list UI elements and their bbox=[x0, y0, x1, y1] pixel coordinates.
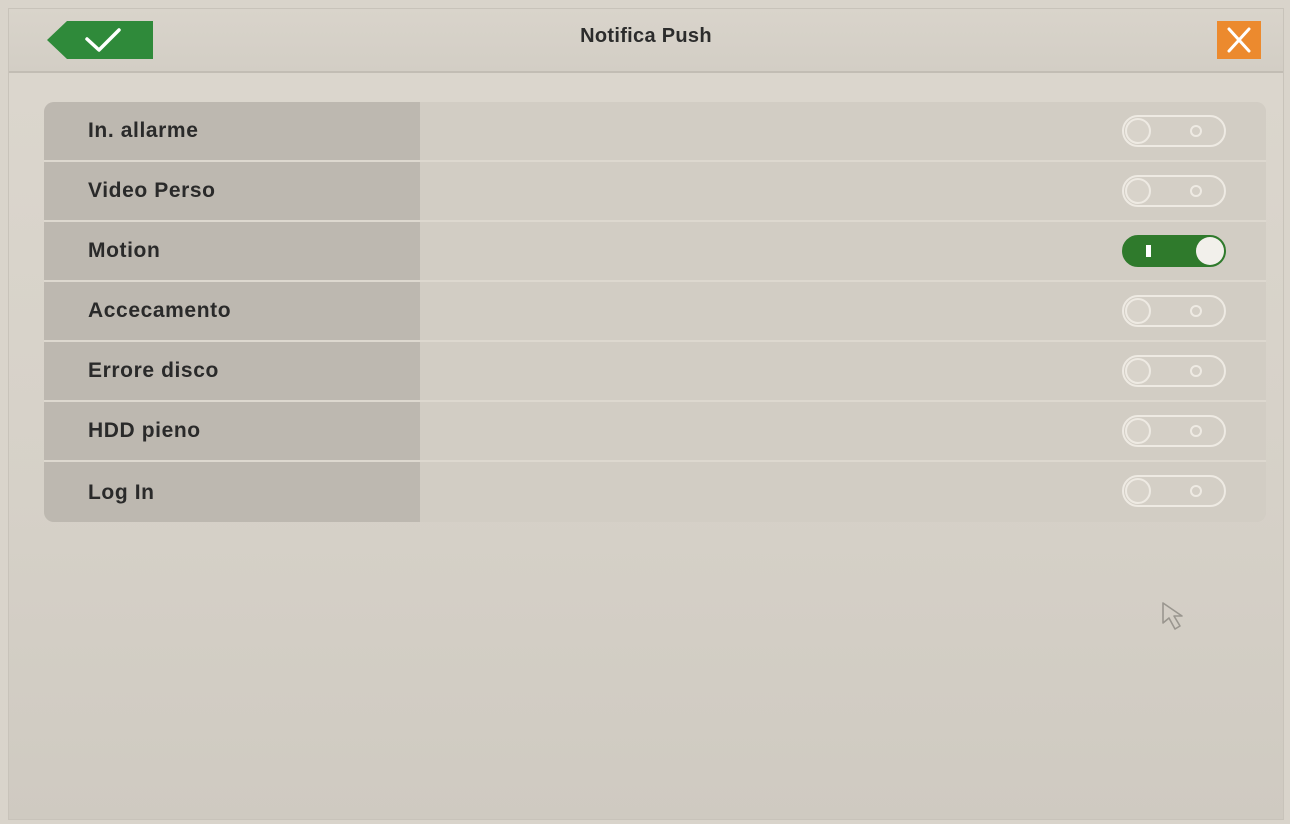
mouse-pointer-icon bbox=[1159, 599, 1193, 633]
setting-label: Accecamento bbox=[88, 299, 232, 322]
setting-label: Video Perso bbox=[88, 179, 216, 202]
toggle-knob bbox=[1125, 298, 1151, 324]
login-toggle[interactable] bbox=[1122, 475, 1226, 507]
toggle-knob bbox=[1125, 358, 1151, 384]
toggle-on-mark bbox=[1146, 245, 1151, 257]
video-loss-toggle[interactable] bbox=[1122, 175, 1226, 207]
setting-label: Errore disco bbox=[88, 359, 219, 382]
blinding-toggle[interactable] bbox=[1122, 295, 1226, 327]
toggle-knob bbox=[1125, 478, 1151, 504]
setting-row-video-loss bbox=[44, 162, 1266, 222]
toggle-off-mark bbox=[1190, 305, 1202, 317]
setting-row-alarm-input bbox=[44, 102, 1266, 162]
toggle-off-mark bbox=[1190, 365, 1202, 377]
setting-row-blinding bbox=[44, 282, 1266, 342]
title-bar bbox=[9, 9, 1283, 73]
toggle-knob bbox=[1125, 178, 1151, 204]
disk-error-toggle[interactable] bbox=[1122, 355, 1226, 387]
settings-list bbox=[44, 102, 1266, 522]
hdd-full-toggle[interactable] bbox=[1122, 415, 1226, 447]
setting-label: In. allarme bbox=[88, 119, 199, 142]
setting-label: Log In bbox=[88, 481, 155, 504]
close-x-icon bbox=[1217, 21, 1261, 59]
motion-toggle[interactable] bbox=[1122, 235, 1226, 267]
push-notification-screen bbox=[8, 8, 1284, 820]
setting-label: Motion bbox=[88, 239, 161, 262]
alarm-input-toggle[interactable] bbox=[1122, 115, 1226, 147]
setting-row-hdd-full bbox=[44, 402, 1266, 462]
toggle-off-mark bbox=[1190, 485, 1202, 497]
close-button[interactable] bbox=[1217, 21, 1261, 59]
toggle-knob bbox=[1125, 118, 1151, 144]
page-title: Notifica Push bbox=[580, 25, 712, 47]
toggle-knob bbox=[1125, 418, 1151, 444]
toggle-knob bbox=[1196, 237, 1224, 265]
setting-row-disk-error bbox=[44, 342, 1266, 402]
toggle-off-mark bbox=[1190, 125, 1202, 137]
setting-label: HDD pieno bbox=[88, 419, 201, 442]
toggle-off-mark bbox=[1190, 185, 1202, 197]
setting-row-login bbox=[44, 462, 1266, 522]
toggle-off-mark bbox=[1190, 425, 1202, 437]
setting-row-motion bbox=[44, 222, 1266, 282]
